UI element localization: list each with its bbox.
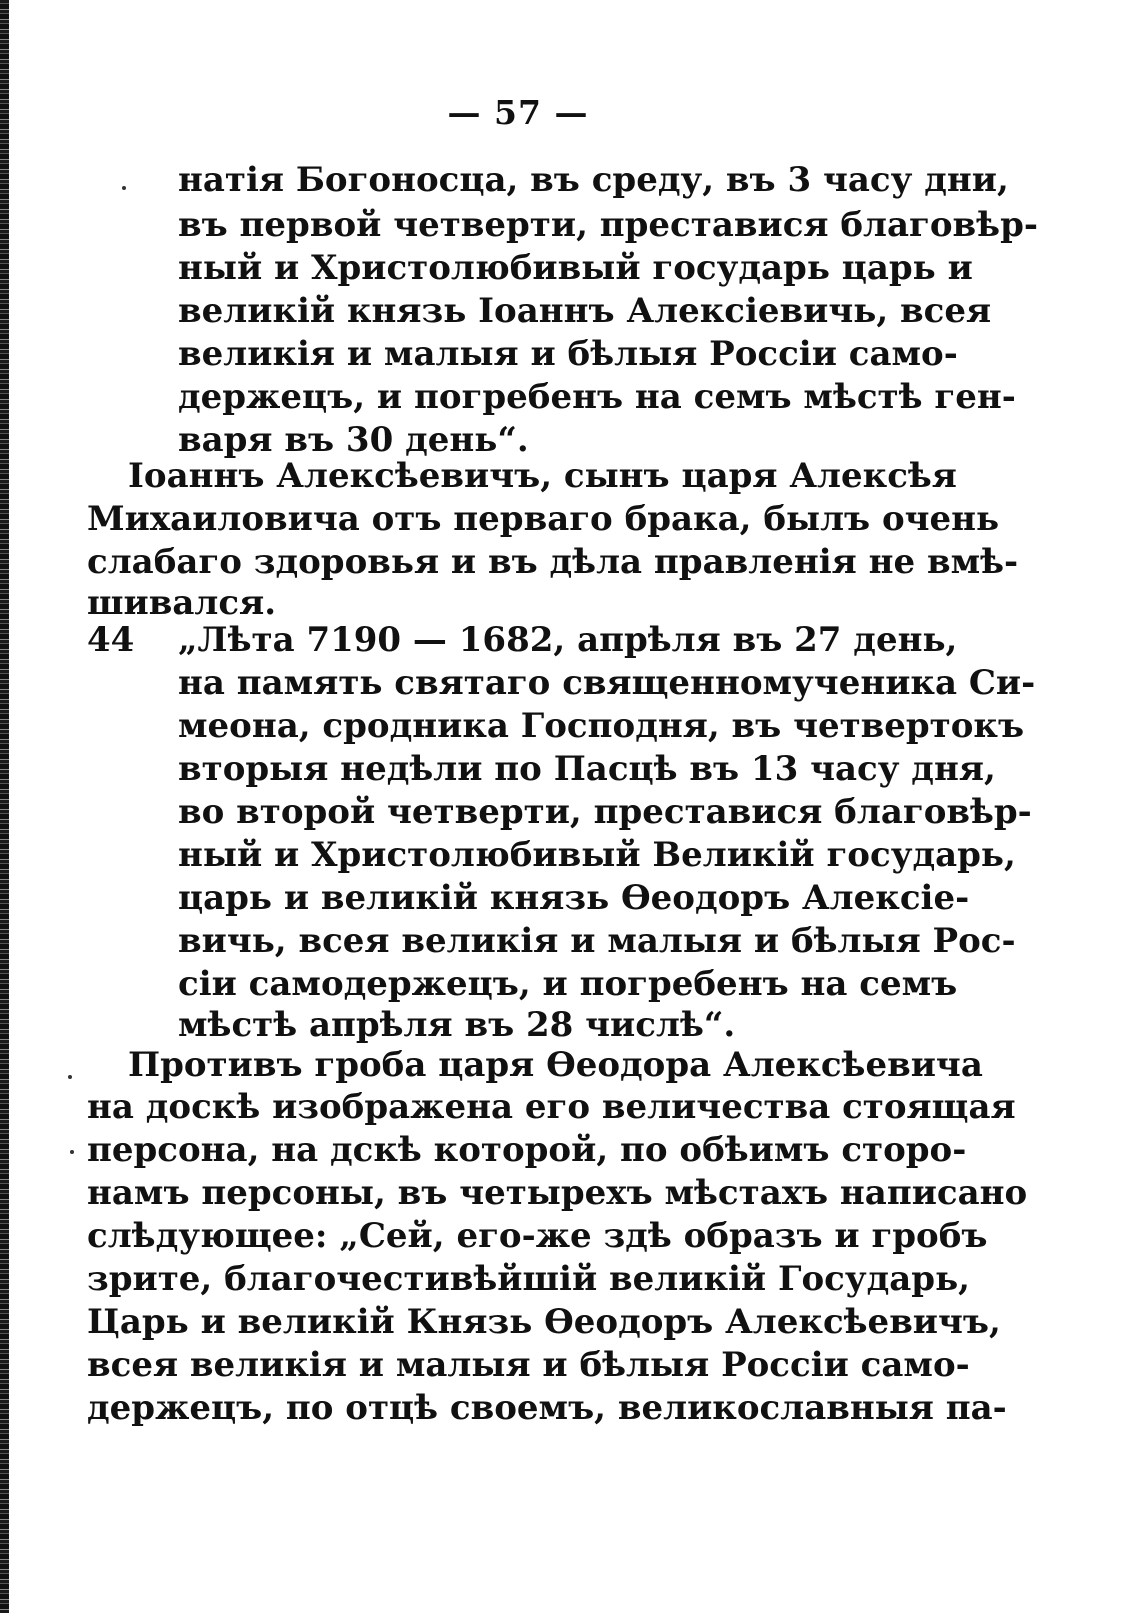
text-line: Михаиловича отъ перваго брака, былъ очень — [87, 499, 1000, 539]
text-line: натія Богоносца, въ среду, въ 3 часу дни, — [178, 160, 1009, 200]
text-line: Противъ гроба царя Ѳеодора Алексѣевича — [128, 1045, 983, 1085]
scan-speck — [68, 1075, 72, 1079]
text-line: на память святаго священномученика Си- — [178, 663, 1036, 703]
scan-speck — [70, 1150, 74, 1154]
text-line: царь и великій князь Ѳеодоръ Алексіе- — [178, 878, 970, 918]
text-line: намъ персоны, въ четырехъ мѣстахъ написано — [87, 1173, 1028, 1213]
scan-binding-edge — [0, 0, 9, 1613]
entry-number: 44 — [87, 620, 135, 660]
page-number: — 57 — — [447, 93, 589, 132]
text-line: въ первой четверти, преставися благовѣр- — [178, 205, 1038, 245]
text-line: держецъ, по отцѣ своемъ, великославныя па- — [87, 1388, 1007, 1428]
text-line: Царь и великій Князь Ѳеодоръ Алексѣевичъ, — [87, 1302, 1001, 1342]
text-line: „Лѣта 7190 — 1682, апрѣля въ 27 день, — [178, 620, 958, 660]
text-line: мѣстѣ апрѣля въ 28 числѣ“. — [178, 1005, 736, 1045]
text-line: великій князь Іоаннъ Алексіевичь, всея — [178, 291, 992, 331]
text-line: варя въ 30 день“. — [178, 420, 529, 460]
text-line: вичь, всея великія и малыя и бѣлыя Рос- — [178, 921, 1016, 961]
text-line: меона, сродника Господня, въ четвертокъ — [178, 706, 1025, 746]
text-line: во второй четверти, преставися благовѣр- — [178, 792, 1032, 832]
text-line: ный и Христолюбивый государь царь и — [178, 248, 973, 288]
text-line: держецъ, и погребенъ на семъ мѣстѣ ген- — [178, 377, 1016, 417]
text-line: персона, на дскѣ которой, по обѣимъ сторо- — [87, 1130, 967, 1170]
text-line: великія и малыя и бѣлыя Россіи само- — [178, 334, 958, 374]
text-line: вторыя недѣли по Пасцѣ въ 13 часу дня, — [178, 749, 996, 789]
text-line: слабаго здоровья и въ дѣла правленія не вмѣ- — [87, 542, 1019, 582]
text-line: ный и Христолюбивый Великій государь, — [178, 835, 1016, 875]
text-line: сіи самодержецъ, и погребенъ на семъ — [178, 964, 958, 1004]
text-line: зрите, благочестивѣйшій великій Государь, — [87, 1259, 970, 1299]
text-line: всея великія и малыя и бѣлыя Россіи само- — [87, 1345, 970, 1385]
scan-speck — [122, 186, 126, 190]
text-line: Іоаннъ Алексѣевичъ, сынъ царя Алексѣя — [128, 456, 957, 496]
text-line: на доскѣ изображена его величества стоящая — [87, 1087, 1016, 1127]
text-line: слѣдующее: „Сей, его-же здѣ образъ и гробъ — [87, 1216, 988, 1256]
text-line: шивался. — [87, 583, 277, 623]
